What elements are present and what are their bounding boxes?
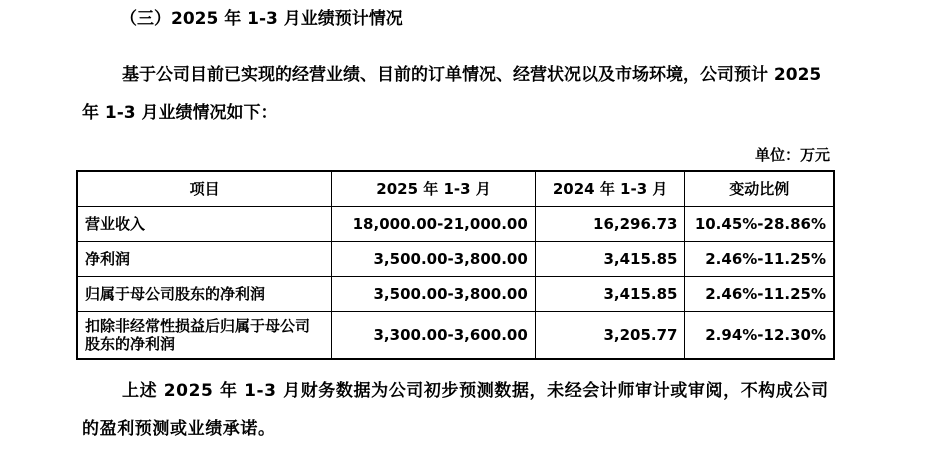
table-row: [77, 312, 834, 360]
cell-2025-q1: 3,500.00-3,800.00: [332, 242, 535, 277]
header-item: 项目: [77, 171, 332, 207]
cell-change-ratio: 2.46%-11.25%: [685, 277, 834, 312]
table-row: [77, 207, 834, 242]
cell-2024-q1: 3,415.85: [535, 242, 685, 277]
cell-2024-q1: 3,205.77: [535, 312, 685, 360]
table-row: [77, 242, 834, 277]
header-2024-q1: 2024 年 1-3 月: [535, 171, 685, 207]
row-label: 净利润: [77, 242, 332, 277]
cell-2025-q1: 3,300.00-3,600.00: [332, 312, 535, 360]
cell-change-ratio: 10.45%-28.86%: [685, 207, 834, 242]
intro-paragraph: 基于公司目前已实现的经营业绩、目前的订单情况、经营状况以及市场环境，公司预计 2025 年 1-3 月业绩情况如下：: [82, 65, 822, 123]
cell-2024-q1: 3,415.85: [535, 277, 685, 312]
section-heading: （三）2025 年 1-3 月业绩预计情况: [120, 9, 403, 29]
table-row: [77, 277, 834, 312]
row-label: 扣除非经常性损益后归属于母公司股东的净利润: [77, 312, 332, 360]
cell-2025-q1: 3,500.00-3,800.00: [332, 277, 535, 312]
cell-change-ratio: 2.46%-11.25%: [685, 242, 834, 277]
performance-forecast-table: [76, 170, 835, 360]
header-change-ratio: 变动比例: [685, 171, 834, 207]
cell-change-ratio: 2.94%-12.30%: [685, 312, 834, 360]
header-2025-q1: 2025 年 1-3 月: [332, 171, 535, 207]
unit-label: 单位：万元: [754, 146, 830, 164]
cell-2025-q1: 18,000.00-21,000.00: [332, 207, 535, 242]
table-header-row: [77, 171, 834, 207]
cell-2024-q1: 16,296.73: [535, 207, 685, 242]
row-label: 归属于母公司股东的净利润: [77, 277, 332, 312]
disclaimer-paragraph: 上述 2025 年 1-3 月财务数据为公司初步预测数据，未经会计师审计或审阅，不构成公司的盈利预测或业绩承诺。: [82, 381, 829, 439]
row-label: 营业收入: [77, 207, 332, 242]
